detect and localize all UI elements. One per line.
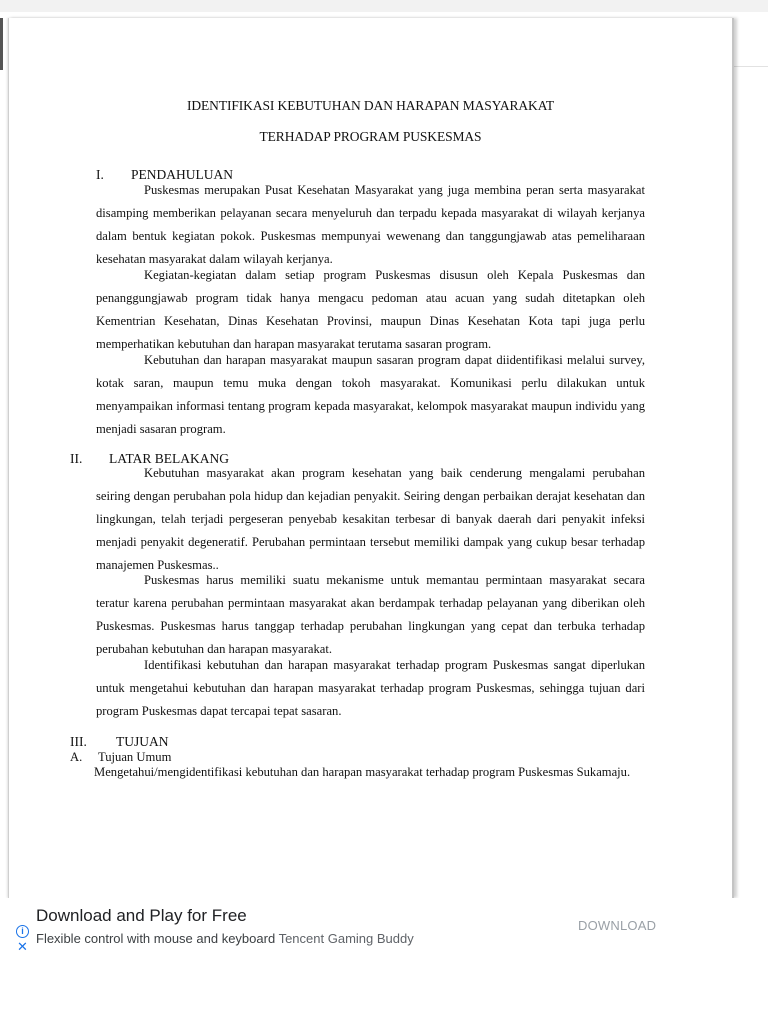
section-title: TUJUAN	[116, 734, 169, 749]
viewer-divider	[731, 66, 768, 67]
ad-brand: Tencent Gaming Buddy	[278, 931, 414, 946]
paragraph: Puskesmas harus memiliki suatu mekanisme untuk memantau permintaan masyarakat secara teratur karena perubahan permintaan masyarakat akan berdampak terhadap pelayanan yang diberikan oleh Puskesmas. Puskesmas harus tanggap terhadap perubahan lingkungan yang cepat dan terbuka terhadap perubahan kebutuhan dan harapan masyarakat.	[96, 573, 645, 656]
subsection-title: Tujuan Umum	[98, 750, 172, 764]
paragraph: Mengetahui/mengidentifikasi kebutuhan dan harapan masyarakat terhadap program Puskesmas Sukamaju.	[94, 765, 631, 779]
ad-subtitle-text: Flexible control with mouse and keyboard	[36, 931, 276, 946]
document-title-line-2: TERHADAP PROGRAM PUSKESMAS	[259, 129, 482, 144]
viewer-left-edge	[0, 18, 3, 70]
document-page	[8, 18, 734, 898]
paragraph: Kebutuhan dan harapan masyarakat maupun sasaran program dapat diidentifikasi melalui survey, kotak saran, maupun temu muka dengan tokoh masyarakat. Komunikasi perlu dilakukan untuk menyampaikan informasi tentang program kepada masyarakat, kelompok masyarakat maupun individu yang menjadi sasaran program.	[96, 353, 645, 436]
subsection-heading-tujuan-umum	[70, 750, 172, 765]
subsection-number: A.	[70, 750, 83, 764]
paragraph: Puskesmas merupakan Pusat Kesehatan Masyarakat yang juga membina peran serta masyarakat disamping memberikan pelayanan secara menyeluruh dan terpadu kepada masyarakat di wilayah kerjanya dalam bentuk kegiatan pokok. Puskesmas mempunyai wewenang dan tanggungjawab atas pemeliharaan kesehatan masyarakat dalam wilayah kerjanya.	[96, 183, 645, 266]
document-title-line-1: IDENTIFIKASI KEBUTUHAN DAN HARAPAN MASYARAKAT	[186, 98, 554, 113]
close-icon[interactable]: ✕	[17, 939, 28, 954]
ad-download-button[interactable]: DOWNLOAD	[578, 918, 657, 933]
ad-banner[interactable]	[0, 898, 768, 968]
section-title: LATAR BELAKANG	[109, 451, 230, 466]
paragraph: Kebutuhan masyarakat akan program kesehatan yang baik cenderung mengalami perubahan seiring dengan perubahan pola hidup dan kejadian penyakit. Seiring dengan perbaikan derajat kesehatan dan lingkungan, telah terjadi pergeseran penyebab kesakitan terbesar di banyak daerah dari penyakit infeksi menjadi penyakit degeneratif. Perubahan permintaan tersebut memiliki dampak yang cukup besar terhadap manajemen Puskesmas..	[96, 466, 645, 572]
ad-subtitle[interactable]	[36, 931, 414, 946]
section-title: PENDAHULUAN	[131, 167, 233, 182]
info-icon[interactable]: i	[16, 925, 29, 938]
section-number: II.	[70, 451, 83, 466]
ad-title[interactable]: Download and Play for Free	[36, 906, 247, 925]
section-number: III.	[70, 734, 87, 749]
paragraph: Identifikasi kebutuhan dan harapan masyarakat terhadap program Puskesmas sangat diperlukan untuk mengetahui kebutuhan dan harapan masyarakat terhadap program Puskesmas, sehingga tujuan dari program Puskesmas dapat tercapai tepat sasaran.	[96, 658, 645, 718]
section-number: I.	[96, 167, 104, 182]
paragraph: Kegiatan-kegiatan dalam setiap program Puskesmas disusun oleh Kepala Puskesmas dan penanggungjawab program tidak hanya mengacu pedoman atau acuan yang sudah ditetapkan oleh Kementrian Kesehatan, Dinas Kesehatan Provinsi, maupun Dinas Kesehatan Kota tapi juga perlu memperhatikan kebutuhan dan harapan masyarakat terutama sasaran program.	[96, 268, 645, 351]
viewer-top-bar	[0, 0, 768, 12]
